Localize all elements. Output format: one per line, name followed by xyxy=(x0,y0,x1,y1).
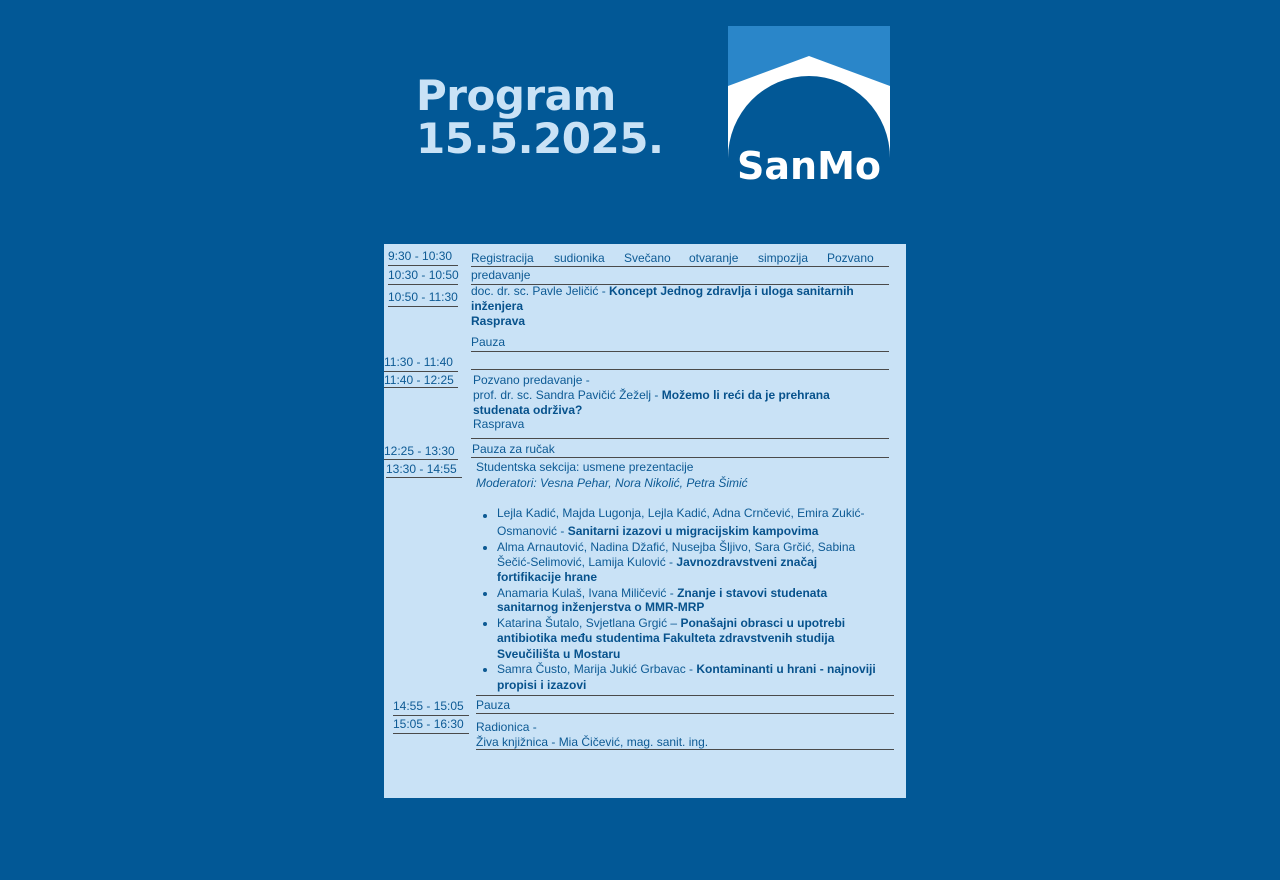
time-slot: 14:55 - 15:05 xyxy=(393,699,464,713)
workshop-detail: Živa knjižnica - Mia Čičević, mag. sanit. ing. xyxy=(476,735,709,749)
list-item: Alma Arnautović, Nadina Džafić, Nusejba Šljivo, Sara Grčić, Sabina xyxy=(497,540,856,554)
time-slot: 15:05 - 16:30 xyxy=(393,717,464,731)
opening-word: otvaranje xyxy=(689,251,739,265)
lunch-label: Pauza za ručak xyxy=(472,442,555,456)
list-item: Katarina Šutalo, Svjetlana Grgić – Ponašajni obrasci u upotrebi xyxy=(497,616,846,630)
invited-speaker-line xyxy=(473,388,830,402)
list-item-cont: sanitarnog inženjerstva o MMR-MRP xyxy=(497,600,705,614)
speaker-name: prof. dr. sc. Sandra Pavičić Žeželj - xyxy=(473,388,662,402)
time-slot: 9:30 - 10:30 xyxy=(388,249,453,263)
page-title xyxy=(416,71,664,163)
title-program: Program xyxy=(416,71,616,120)
sanmo-logo xyxy=(728,26,890,184)
speaker-name: doc. dr. sc. Pavle Jeličić - xyxy=(471,284,610,298)
opening-word: sudionika xyxy=(554,251,605,265)
opening-word: Registracija xyxy=(471,251,534,265)
time-slot: 11:30 - 11:40 xyxy=(384,355,453,369)
list-item: Samra Čusto, Marija Jukić Grbavac - Kontaminanti u hrani - najnoviji xyxy=(497,662,876,676)
moderators: Moderatori: Vesna Pehar, Nora Nikolić, Petra Šimić xyxy=(476,476,748,490)
list-item: Lejla Kadić, Majda Lugonja, Lejla Kadić, Adna Crnčević, Emira Zukić- xyxy=(497,506,865,520)
time-slot: 12:25 - 13:30 xyxy=(384,444,455,458)
break-label: Pauza xyxy=(476,698,511,712)
opening-word: Svečano xyxy=(624,251,671,265)
list-item-cont: fortifikacije hrane xyxy=(497,570,598,584)
opening-line2: predavanje xyxy=(471,268,531,282)
time-slot: 11:40 - 12:25 xyxy=(384,373,454,387)
lecture-title: Koncept Jednog zdravlja i uloga sanitarnih xyxy=(609,284,854,298)
discussion-label: Rasprava xyxy=(473,417,525,431)
time-slot: 13:30 - 14:55 xyxy=(386,462,457,476)
opening-speaker-line xyxy=(471,284,854,298)
time-slot: 10:30 - 10:50 xyxy=(388,268,459,282)
logo-graphic xyxy=(728,26,890,184)
lecture-title: Možemo li reći da je prehrana xyxy=(661,388,830,402)
title-date: 15.5.2025. xyxy=(416,114,664,163)
program-panel xyxy=(384,244,906,798)
opening-word: simpozija xyxy=(758,251,809,265)
discussion-label: Rasprava xyxy=(471,314,526,328)
time-slot: 10:50 - 11:30 xyxy=(388,290,458,304)
lecture-title-cont: studenata održiva? xyxy=(473,403,583,417)
opening-word: Pozvano xyxy=(827,251,874,265)
invited-label: Pozvano predavanje - xyxy=(473,373,590,387)
list-item: Anamaria Kulaš, Ivana Miličević - Znanje i stavovi studenata xyxy=(497,586,828,600)
workshop-label: Radionica - xyxy=(476,720,537,734)
student-section-title: Studentska sekcija: usmene prezentacije xyxy=(476,460,694,474)
break-label: Pauza xyxy=(471,335,506,349)
lecture-title-cont: inženjera xyxy=(471,299,524,313)
list-item-cont: propisi i izazovi xyxy=(497,678,587,692)
list-item-cont: antibiotika među studentima Fakulteta zdravstvenih studija xyxy=(497,631,835,645)
logo-text: SanMo xyxy=(737,144,881,184)
list-item-cont: Šečić-Selimović, Lamija Kulović - Javnozdravstveni značaj xyxy=(497,555,818,569)
list-item-cont: Sveučilišta u Mostaru xyxy=(497,647,621,661)
list-item-cont: Osmanović - Sanitarni izazovi u migracijskim kampovima xyxy=(497,524,819,538)
